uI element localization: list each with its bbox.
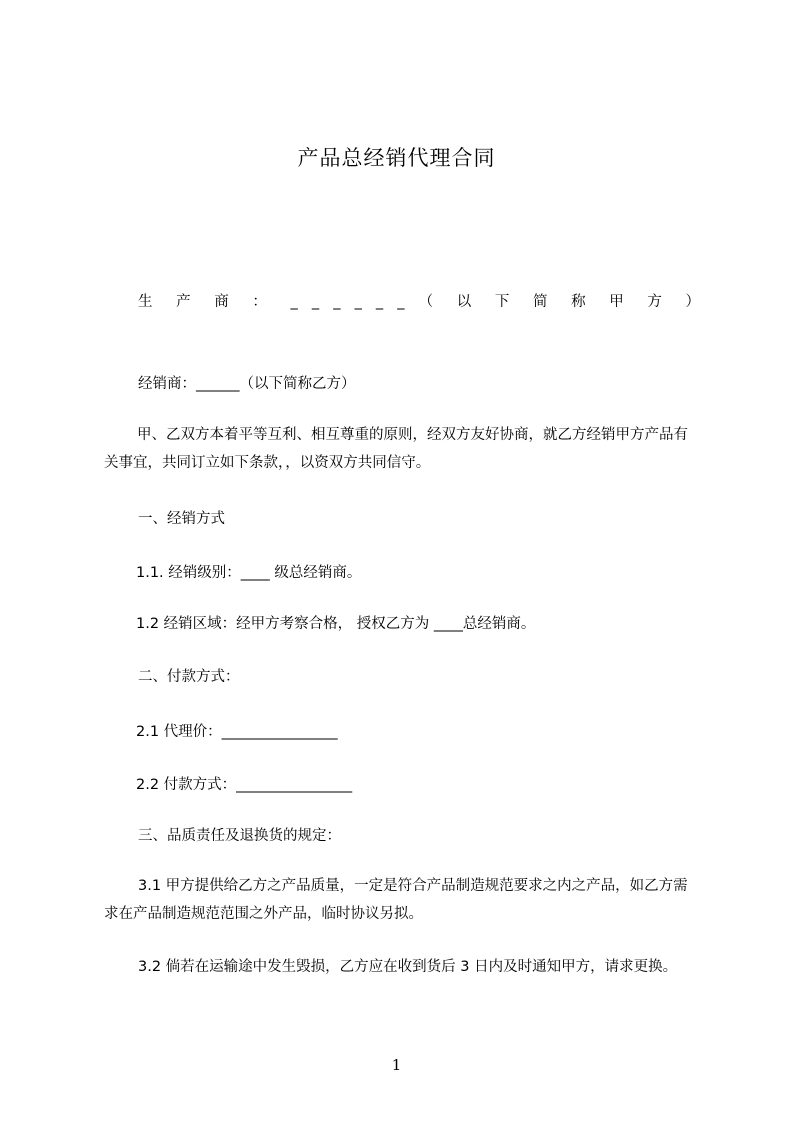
section-1-heading: 一、经销方式 xyxy=(138,511,225,527)
item-1-1: 1.1. 经销级别：____ 级总经销商。 xyxy=(136,565,362,581)
distributor-line: 经销商：______（以下简称乙方） xyxy=(138,376,356,392)
item-3-1: 3.1 甲方提供给乙方之产品质量，一定是符合产品制造规范要求之内之产品，如乙方需求在产品制造规范范围之外产品，临时协议另拟。 xyxy=(104,878,688,922)
section-3-heading: 三、品质责任及退换货的规定： xyxy=(138,828,341,844)
item-1-2: 1.2 经销区域：经甲方考察合格， 授权乙方为 ____总经销商。 xyxy=(136,616,536,632)
item-3-2: 3.2 倘若在运输途中发生毁损，乙方应在收到货后 3 日内及时通知甲方，请求更换。 xyxy=(138,959,678,975)
item-2-2: 2.2 付款方式：________________ xyxy=(136,777,353,793)
item-2-1: 2.1 代理价：________________ xyxy=(136,724,338,740)
page-number: 1 xyxy=(391,1056,402,1074)
document-title: 产品总经销代理合同 xyxy=(297,146,496,170)
intro-paragraph: 甲、乙双方本着平等互利、相互尊重的原则，经双方友好协商，就乙方经销甲方产品有关事宜，共同订立如下条款，，以资双方共同信守。 xyxy=(104,427,688,471)
manufacturer-line: 生 产 商 ： _ _ _ _ _ _ （ 以 下 简 称 甲 方 ） xyxy=(138,294,700,310)
section-2-heading: 二、付款方式： xyxy=(138,669,240,685)
